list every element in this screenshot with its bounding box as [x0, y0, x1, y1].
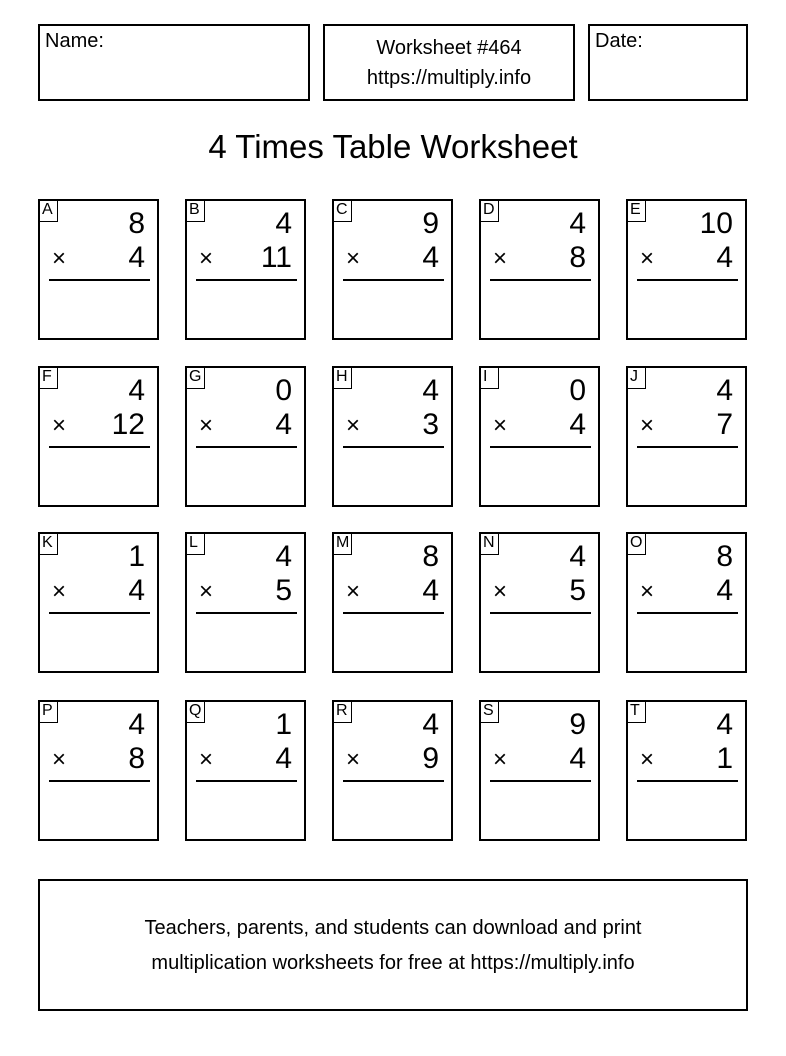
problem-letter: N [480, 533, 499, 555]
problem-letter: H [333, 367, 352, 389]
answer-line [637, 446, 738, 448]
answer-line [490, 446, 591, 448]
multiply-sign-icon: × [493, 578, 508, 605]
multiply-sign-icon: × [346, 746, 361, 773]
multiply-sign-icon: × [52, 578, 67, 605]
problem-card[interactable] [626, 366, 747, 507]
multiply-sign-icon: × [493, 412, 508, 439]
problem-letter: A [39, 200, 58, 222]
problem-top-number: 0 [569, 374, 586, 407]
problem-letter: S [480, 701, 499, 723]
problem-top-number: 4 [569, 207, 586, 240]
problem-card[interactable] [38, 532, 159, 673]
answer-line [343, 780, 444, 782]
problem-top-number: 0 [275, 374, 292, 407]
answer-line [196, 446, 297, 448]
problem-letter: B [186, 200, 205, 222]
problem-top-number: 1 [128, 540, 145, 573]
answer-line [490, 612, 591, 614]
problem-letter: K [39, 533, 58, 555]
problem-top-number: 4 [716, 708, 733, 741]
problem-card[interactable] [479, 199, 600, 340]
answer-line [343, 612, 444, 614]
answer-line [490, 780, 591, 782]
multiply-sign-icon: × [640, 245, 655, 272]
problem-card[interactable] [38, 199, 159, 340]
problem-top-number: 9 [422, 207, 439, 240]
answer-line [196, 780, 297, 782]
problem-top-number: 9 [569, 708, 586, 741]
problem-bottom-number: 4 [275, 408, 292, 441]
problem-card[interactable] [332, 532, 453, 673]
answer-line [196, 612, 297, 614]
problem-card[interactable] [38, 700, 159, 841]
problem-card[interactable] [479, 366, 600, 507]
problem-top-number: 4 [275, 207, 292, 240]
problem-bottom-number: 4 [716, 574, 733, 607]
multiply-sign-icon: × [199, 245, 214, 272]
problem-letter: T [627, 701, 646, 723]
answer-line [49, 279, 150, 281]
problem-top-number: 8 [422, 540, 439, 573]
answer-line [637, 612, 738, 614]
worksheet-number: Worksheet #464 [376, 37, 522, 59]
multiply-sign-icon: × [346, 578, 361, 605]
problem-top-number: 4 [422, 708, 439, 741]
problem-letter: C [333, 200, 352, 222]
worksheet-url: https://multiply.info [366, 67, 532, 89]
problem-top-number: 4 [422, 374, 439, 407]
answer-line [196, 279, 297, 281]
problem-card[interactable] [479, 700, 600, 841]
problem-card[interactable] [626, 199, 747, 340]
multiply-sign-icon: × [52, 746, 67, 773]
multiply-sign-icon: × [346, 245, 361, 272]
problem-card[interactable] [332, 700, 453, 841]
problem-card[interactable] [479, 532, 600, 673]
problem-card[interactable] [185, 532, 306, 673]
multiply-sign-icon: × [640, 578, 655, 605]
problem-bottom-number: 9 [422, 742, 439, 775]
problem-card[interactable] [332, 366, 453, 507]
problem-card[interactable] [185, 700, 306, 841]
problem-top-number: 8 [716, 540, 733, 573]
multiply-sign-icon: × [199, 412, 214, 439]
problem-top-number: 8 [128, 207, 145, 240]
problem-letter: M [333, 533, 352, 555]
worksheet-info-box [323, 24, 575, 101]
problem-bottom-number: 4 [422, 241, 439, 274]
page-title: 4 Times Table Worksheet [208, 128, 578, 165]
problem-bottom-number: 4 [569, 408, 586, 441]
problem-bottom-number: 12 [111, 408, 145, 441]
answer-line [490, 279, 591, 281]
problem-top-number: 4 [275, 540, 292, 573]
problem-top-number: 4 [128, 374, 145, 407]
footer-line-2: multiplication worksheets for free at https://multiply.info [151, 952, 635, 974]
problem-letter: D [480, 200, 499, 222]
answer-line [343, 446, 444, 448]
problem-letter: O [627, 533, 646, 555]
problem-bottom-number: 8 [128, 742, 145, 775]
problem-letter: G [186, 367, 205, 389]
problem-bottom-number: 5 [569, 574, 586, 607]
answer-line [49, 446, 150, 448]
problem-letter: E [627, 200, 646, 222]
problem-top-number: 4 [569, 540, 586, 573]
multiply-sign-icon: × [199, 578, 214, 605]
problem-bottom-number: 4 [422, 574, 439, 607]
multiply-sign-icon: × [493, 746, 508, 773]
problem-bottom-number: 4 [716, 241, 733, 274]
problem-bottom-number: 1 [716, 742, 733, 775]
problem-bottom-number: 11 [260, 241, 292, 274]
problem-card[interactable] [185, 366, 306, 507]
footer-line-1: Teachers, parents, and students can download and print [144, 917, 642, 939]
problem-top-number: 4 [128, 708, 145, 741]
date-label: Date: [595, 30, 643, 52]
problem-letter: Q [186, 701, 205, 723]
problem-bottom-number: 4 [128, 241, 145, 274]
footer-box [38, 879, 748, 1011]
problem-letter: R [333, 701, 352, 723]
name-label: Name: [45, 30, 104, 52]
problem-card[interactable] [185, 199, 306, 340]
answer-line [49, 612, 150, 614]
problem-bottom-number: 4 [128, 574, 145, 607]
problem-letter: I [480, 367, 499, 389]
problem-bottom-number: 3 [422, 408, 439, 441]
answer-line [343, 279, 444, 281]
multiply-sign-icon: × [52, 412, 67, 439]
problem-top-number: 1 [275, 708, 292, 741]
problem-letter: P [39, 701, 58, 723]
answer-line [49, 780, 150, 782]
problem-card[interactable] [38, 366, 159, 507]
name-box[interactable] [38, 24, 310, 101]
problem-bottom-number: 7 [716, 408, 733, 441]
problem-top-number: 10 [699, 207, 733, 240]
multiply-sign-icon: × [199, 746, 214, 773]
problem-bottom-number: 5 [275, 574, 292, 607]
problem-card[interactable] [332, 199, 453, 340]
problem-card[interactable] [626, 532, 747, 673]
problem-top-number: 4 [716, 374, 733, 407]
date-box[interactable] [588, 24, 748, 101]
problem-bottom-number: 4 [569, 742, 586, 775]
problem-bottom-number: 4 [275, 742, 292, 775]
problem-letter: F [39, 367, 58, 389]
problem-card[interactable] [626, 700, 747, 841]
multiply-sign-icon: × [640, 746, 655, 773]
multiply-sign-icon: × [52, 245, 67, 272]
problem-letter: J [627, 367, 646, 389]
problem-bottom-number: 8 [569, 241, 586, 274]
answer-line [637, 279, 738, 281]
multiply-sign-icon: × [346, 412, 361, 439]
multiply-sign-icon: × [493, 245, 508, 272]
multiply-sign-icon: × [640, 412, 655, 439]
problem-letter: L [186, 533, 205, 555]
answer-line [637, 780, 738, 782]
